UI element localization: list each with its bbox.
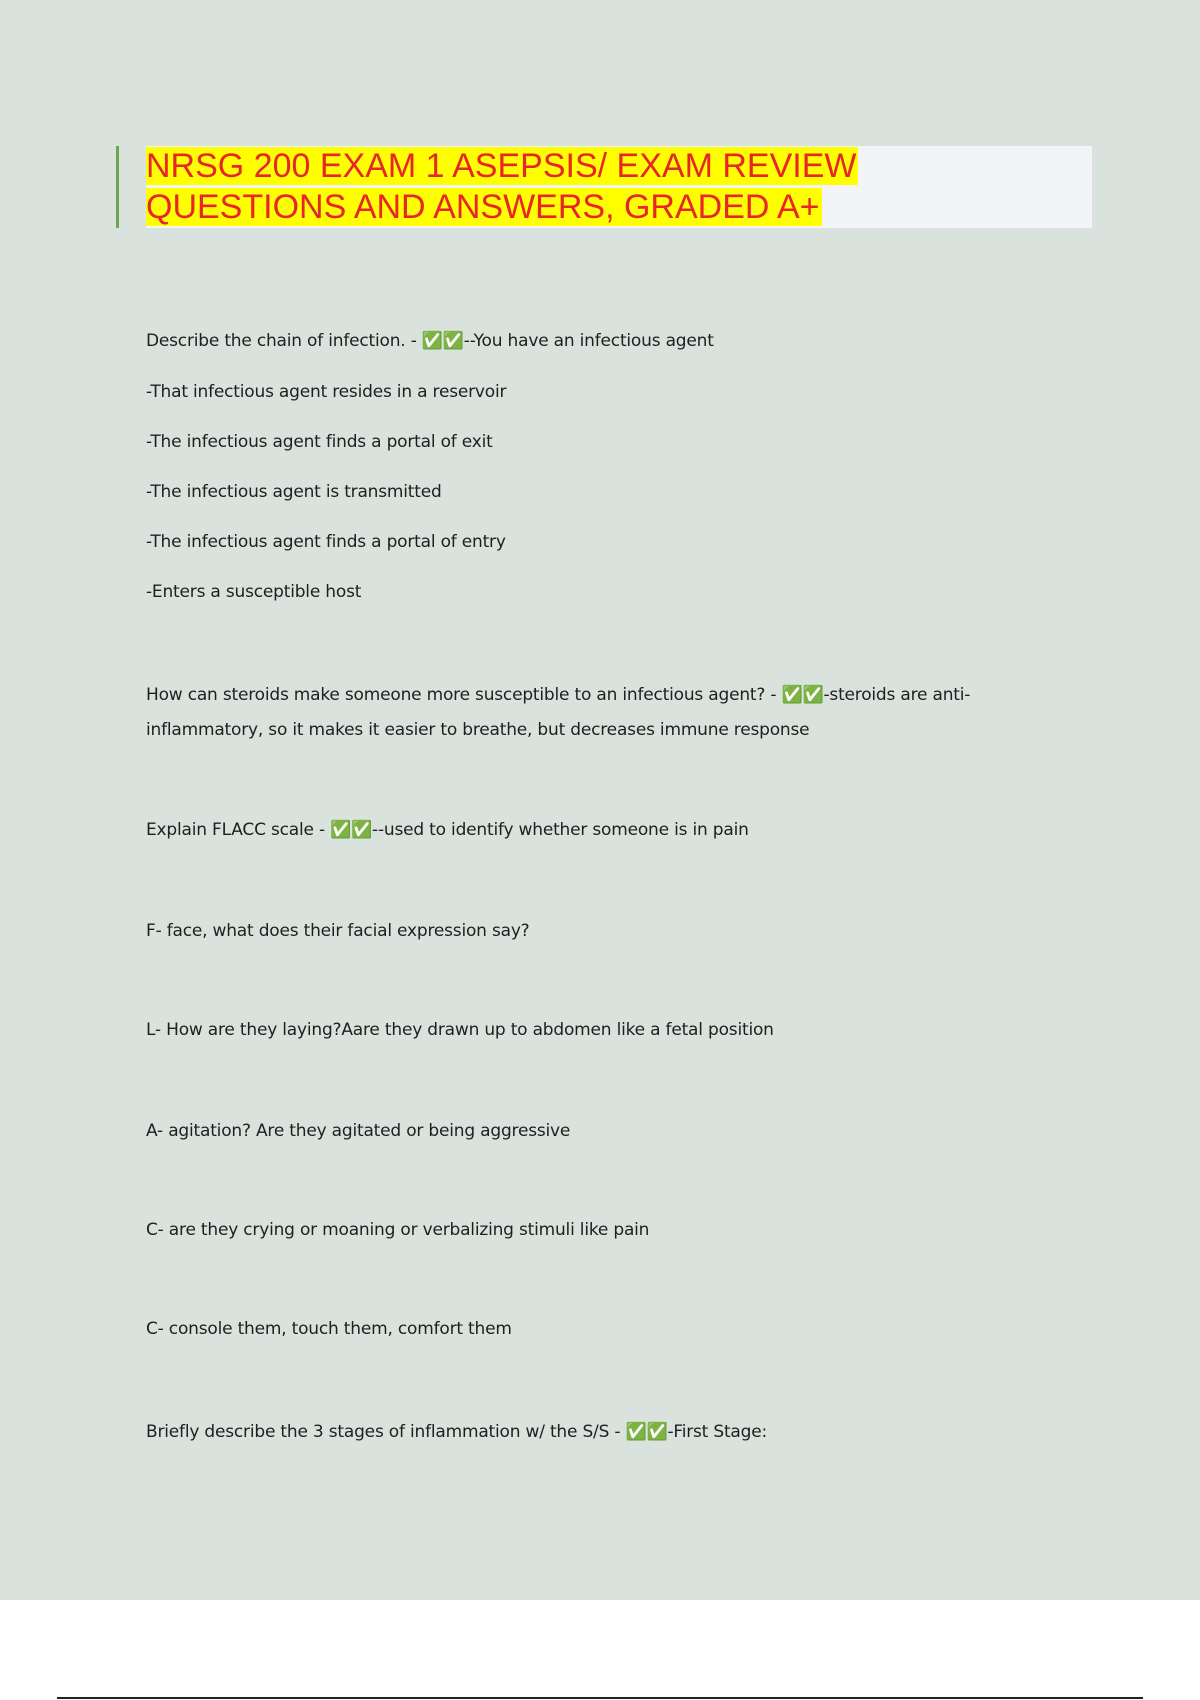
paragraph-inflammation-stages: Briefly describe the 3 stages of inflammation w/ the S/S - ✅✅-First Stage: <box>146 1422 768 1442</box>
paragraph-portal-of-exit: -The infectious agent finds a portal of exit <box>146 432 493 452</box>
paragraph-flacc-consolability: C- console them, touch them, comfort them <box>146 1319 512 1339</box>
paragraph-flacc-cry: C- are they crying or moaning or verbalizing stimuli like pain <box>146 1220 650 1240</box>
paragraph-flacc-scale: Explain FLACC scale - ✅✅--used to identify whether someone is in pain <box>146 820 749 840</box>
footer-divider <box>57 1697 1143 1699</box>
paragraph-susceptible-host: -Enters a susceptible host <box>146 582 362 602</box>
paragraph-chain-of-infection: Describe the chain of infection. - ✅✅--You have an infectious agent <box>146 331 714 351</box>
paragraph-flacc-face: F- face, what does their facial expression say? <box>146 921 530 941</box>
title-line-2: QUESTIONS AND ANSWERS, GRADED A+ <box>146 188 820 226</box>
paragraph-steroids: How can steroids make someone more susceptible to an infectious agent? - ✅✅-steroids are anti-inflammatory, so it makes it easier to breathe, but decreases immune response <box>146 685 971 740</box>
title-block <box>116 146 1092 228</box>
paragraph-reservoir: -That infectious agent resides in a reservoir <box>146 382 507 402</box>
title-accent-bar <box>116 146 119 228</box>
paragraph-flacc-legs: L- How are they laying?Aare they drawn up to abdomen like a fetal position <box>146 1020 774 1040</box>
paragraph-transmitted: -The infectious agent is transmitted <box>146 482 442 502</box>
paragraph-flacc-activity: A- agitation? Are they agitated or being aggressive <box>146 1121 571 1141</box>
paragraph-portal-of-entry: -The infectious agent finds a portal of entry <box>146 532 506 552</box>
title-line-1: NRSG 200 EXAM 1 ASEPSIS/ EXAM REVIEW <box>146 147 857 185</box>
